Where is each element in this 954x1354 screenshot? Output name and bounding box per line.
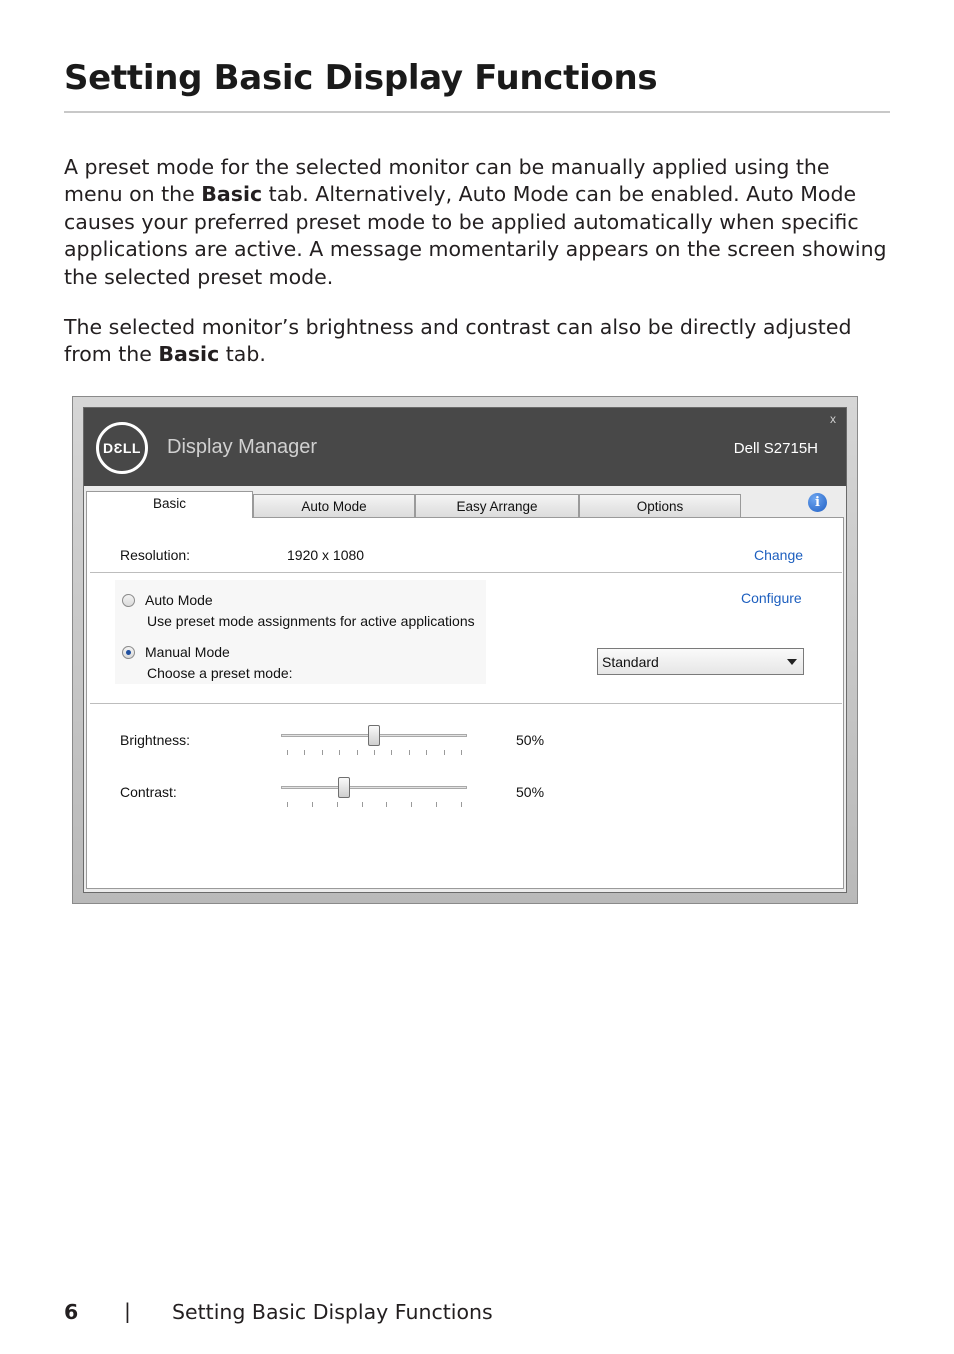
page-number: 6 [64, 1300, 79, 1324]
contrast-slider[interactable] [281, 779, 467, 819]
close-icon[interactable]: x [830, 412, 836, 426]
slider-tick [362, 802, 363, 807]
configure-link[interactable]: Configure [741, 590, 802, 606]
tab-basic[interactable]: Basic [86, 491, 253, 518]
slider-tick [426, 750, 427, 755]
resolution-label: Resolution: [120, 547, 191, 563]
display-manager-window [83, 407, 847, 893]
brightness-bold-basic: Basic [158, 342, 220, 367]
intro-bold-basic: Basic [201, 182, 263, 207]
brightness-label: Brightness: [120, 732, 191, 748]
basic-tab-panel [86, 517, 844, 889]
slider-tick [411, 802, 412, 807]
dell-logo [96, 422, 148, 474]
slider-tick [322, 750, 323, 755]
intro-paragraph [64, 154, 890, 291]
resolution-value: 1920 x 1080 [287, 547, 365, 563]
footer-section-title: Setting Basic Display Functions [172, 1300, 493, 1324]
auto-mode-label[interactable]: Auto Mode [145, 592, 213, 608]
display-manager-screenshot [72, 396, 858, 904]
info-icon[interactable]: i [808, 493, 827, 512]
slider-thumb[interactable] [338, 777, 350, 798]
brightness-text-a: The selected monitor’s brightness and contrast can also be directly adjusted from the [64, 315, 852, 367]
preset-mode-dropdown[interactable] [597, 648, 804, 675]
slider-tick [436, 802, 437, 807]
dell-logo-text: DƐLL [103, 440, 141, 456]
slider-tick [339, 750, 340, 755]
monitor-name: Dell S2715H [733, 440, 818, 457]
change-resolution-link[interactable]: Change [754, 547, 804, 563]
app-title: Display Manager [167, 436, 318, 458]
intro-text-a: A preset mode for the selected monitor can be manually applied using the menu on the [64, 155, 830, 207]
brightness-paragraph [64, 314, 890, 369]
tab-options[interactable]: Options [579, 494, 741, 517]
tab-easy-arrange[interactable]: Easy Arrange [415, 494, 579, 517]
slider-tick [409, 750, 410, 755]
auto-mode-description: Use preset mode assignments for active applications [147, 613, 475, 629]
slider-tick [374, 750, 375, 755]
section-divider [90, 703, 842, 704]
brightness-slider[interactable] [281, 727, 467, 767]
slider-tick [312, 802, 313, 807]
contrast-label: Contrast: [120, 784, 177, 800]
contrast-value: 50% [516, 784, 545, 800]
manual-mode-radio[interactable] [122, 646, 135, 659]
slider-tick [287, 750, 288, 755]
window-header [84, 408, 846, 486]
slider-tick [357, 750, 358, 755]
footer-separator: | [124, 1299, 131, 1323]
slider-thumb[interactable] [368, 725, 380, 746]
slider-tick [444, 750, 445, 755]
brightness-text-b: tab. [219, 342, 266, 367]
page-title: Setting Basic Display Functions [64, 58, 658, 98]
manual-mode-label[interactable]: Manual Mode [145, 644, 230, 660]
title-divider [64, 111, 890, 113]
slider-tick [461, 802, 462, 807]
slider-tick [337, 802, 338, 807]
slider-tick [386, 802, 387, 807]
slider-tick [304, 750, 305, 755]
section-divider [90, 572, 842, 573]
slider-tick [461, 750, 462, 755]
dropdown-arrow-icon [787, 659, 797, 665]
tab-auto-mode[interactable]: Auto Mode [253, 494, 415, 517]
auto-mode-radio[interactable] [122, 594, 135, 607]
brightness-value: 50% [516, 732, 545, 748]
slider-track[interactable] [281, 786, 467, 789]
slider-tick [391, 750, 392, 755]
preset-mode-value: Standard [602, 654, 659, 670]
intro-text-b: tab. Alternatively, Auto Mode can be enabled. Auto Mode causes your preferred preset mode to be applied automatically when specific applications are active. A message momentarily appears on the screen showing the selected preset mode. [64, 182, 887, 289]
slider-tick [287, 802, 288, 807]
manual-mode-description: Choose a preset mode: [147, 665, 293, 681]
